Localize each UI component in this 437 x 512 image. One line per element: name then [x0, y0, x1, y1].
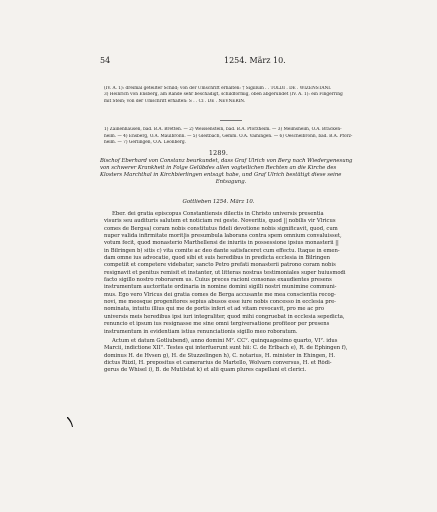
- place-footnotes: [104, 127, 364, 147]
- footnote-line: 3) Heinrich von Ensberg, am Rande sehr beschädigt, schildförmig, oben abgerundet (IV. A. 1): ein Fingerring: [104, 92, 343, 98]
- place-date-line: Gottlieben 1254. März 10.: [182, 199, 255, 205]
- body-line: Eber. dei gratia episcopus Constantiensis dilectis in Christo universis presentia: [112, 211, 324, 217]
- footnote-line: heim. — 4) Ensberg, O.A. Maulbronn. — 5) Gleitbach, Gemm. O.A. Vaihingen. — 6) Oeschelbronn, bad. B.A. Pforz-: [104, 133, 353, 139]
- body-line: Marcii, indictione XII°. Testes qui interfuerunt sunt hii: C. de Erlbach e), R. de Ephingen f),: [104, 345, 348, 352]
- body-line: dictus Riizil, H. prepositus et camerarius de Martello, Wolvarn conversus, H. et Rôdi-: [104, 359, 332, 366]
- footnote-line: 1) Zainenhausen, bad. B.A. Bretten. — 2) Weissenstein, bad. B.A. Pforzheim. — 3) Meimsheim, O.A. Bracken-: [104, 127, 342, 132]
- document-summary: [100, 158, 362, 186]
- footnote-divider: [220, 120, 242, 121]
- body-line: in Bilringen b) sitis c) vita comite ac deo dante satisfaceret cum effectu. Itaque in emen-: [104, 247, 340, 254]
- body-line: dam omne ius advocatie, quod sibi et suis heredibus in predicta ecclesia in Bilringen: [104, 255, 330, 262]
- body-line: competiit et competere videbatur, sancto Petro prefati monasterii patrono coram nobis: [104, 262, 336, 269]
- summary-line: Entsagung.: [215, 179, 247, 186]
- footnote-line: mit Stein; von der Umschrift erhalten: S . . CI . DE . NEVNERIN.: [104, 98, 246, 104]
- footnote-line: (IV. A. 1): dreimal geteilter Schild; von der Umschrift erhalten: † Sigillum . . TOLDI . DE . WIZENSTANI.: [104, 86, 332, 91]
- body-line: renuncio et ipsum ius resignasse me sine omni tergiversatione profiteor per presens: [104, 321, 330, 328]
- body-line: facto sigillo nostro roborarem us. Cuius preces racioni consonas exaudientes presens: [104, 277, 332, 284]
- body-line: mus. Ego vero Vlricus dei gratia comes de Berga accusante me mea conscientia recog-: [104, 291, 336, 298]
- seal-footnotes: [104, 86, 360, 105]
- body-line: universis meis heredibus ipsi iuri integraliter, quod mihi congruebat in ecclesia sepedicta,: [104, 313, 345, 320]
- running-head: 1254. März 10.: [224, 56, 286, 65]
- body-line: instrumentum in evidentiam istius renunciationis sigillo meo roboratum.: [104, 328, 298, 335]
- margin-mark-icon: [66, 416, 74, 428]
- page-number: 54: [100, 56, 111, 65]
- body-line: resignavit et penitus remisit et instanter, ut litteras nostras testimoniales super huiusmodi: [104, 269, 346, 276]
- body-line: comes de Bergsa) coram nobis constitutus fideli devotione nobis significavit, quod, cum: [104, 225, 338, 232]
- body-line: nuper valida infirmitate morit|is presumbula laborans contra spem omnium convaluisset,: [104, 233, 342, 240]
- body-line: votum fecit, quod monasterio Marthellensi de iniuriis in possessione ipsius monasterii ||: [104, 240, 339, 247]
- summary-line: Bischof Eberhard von Constanz beurkundet, dass Graf Ulrich von Berg nach Wiedergenesung: [100, 158, 353, 164]
- page-header: [100, 56, 357, 68]
- charter-text: [104, 211, 364, 375]
- body-line: novi, me meosque progenitores sepius abusos esse iure nobis concesso in ecclesia pre-: [104, 299, 336, 306]
- body-line: Actum et datum Gotliubend), anno domini M°. CC°. quinquagesimo quarto, VI°. idus: [112, 337, 338, 344]
- body-line: gerus de Whisel i), B. de Mutilstat k) et alii quam plures capellani et clerici.: [104, 367, 307, 374]
- body-line: instrumentum auctoritate ordinaria in nomine domini sigilli nostri munimine communi-: [104, 284, 337, 291]
- body-line: visuris seu audituris salutem et noticiam rei geste. Noveritis, quod || nobilis vir Vlricus: [104, 218, 336, 225]
- summary-line: von schwerer Krankheit in Folge Gelübdes allen vogteilichen Rechten an die Kirche des: [100, 165, 337, 172]
- document-number: 1289.: [208, 149, 229, 157]
- footnote-line: heim. — 7) Gerlingen, O.A. Leonberg.: [104, 140, 186, 145]
- body-line: nominata, intuitu illius qui me de portis inferi et ad vitam revocavit, pro me ac pro: [104, 306, 324, 313]
- summary-line: Klosters Marchthal in Kirchbierlingen entsagt habe, und Graf Ulrich bestätigt diese seine: [100, 172, 342, 179]
- body-line: dominus H. de Hvsen g), H. de Stuzzelingen h), C. notarius, H. minister in Ehingen, H.: [104, 352, 336, 359]
